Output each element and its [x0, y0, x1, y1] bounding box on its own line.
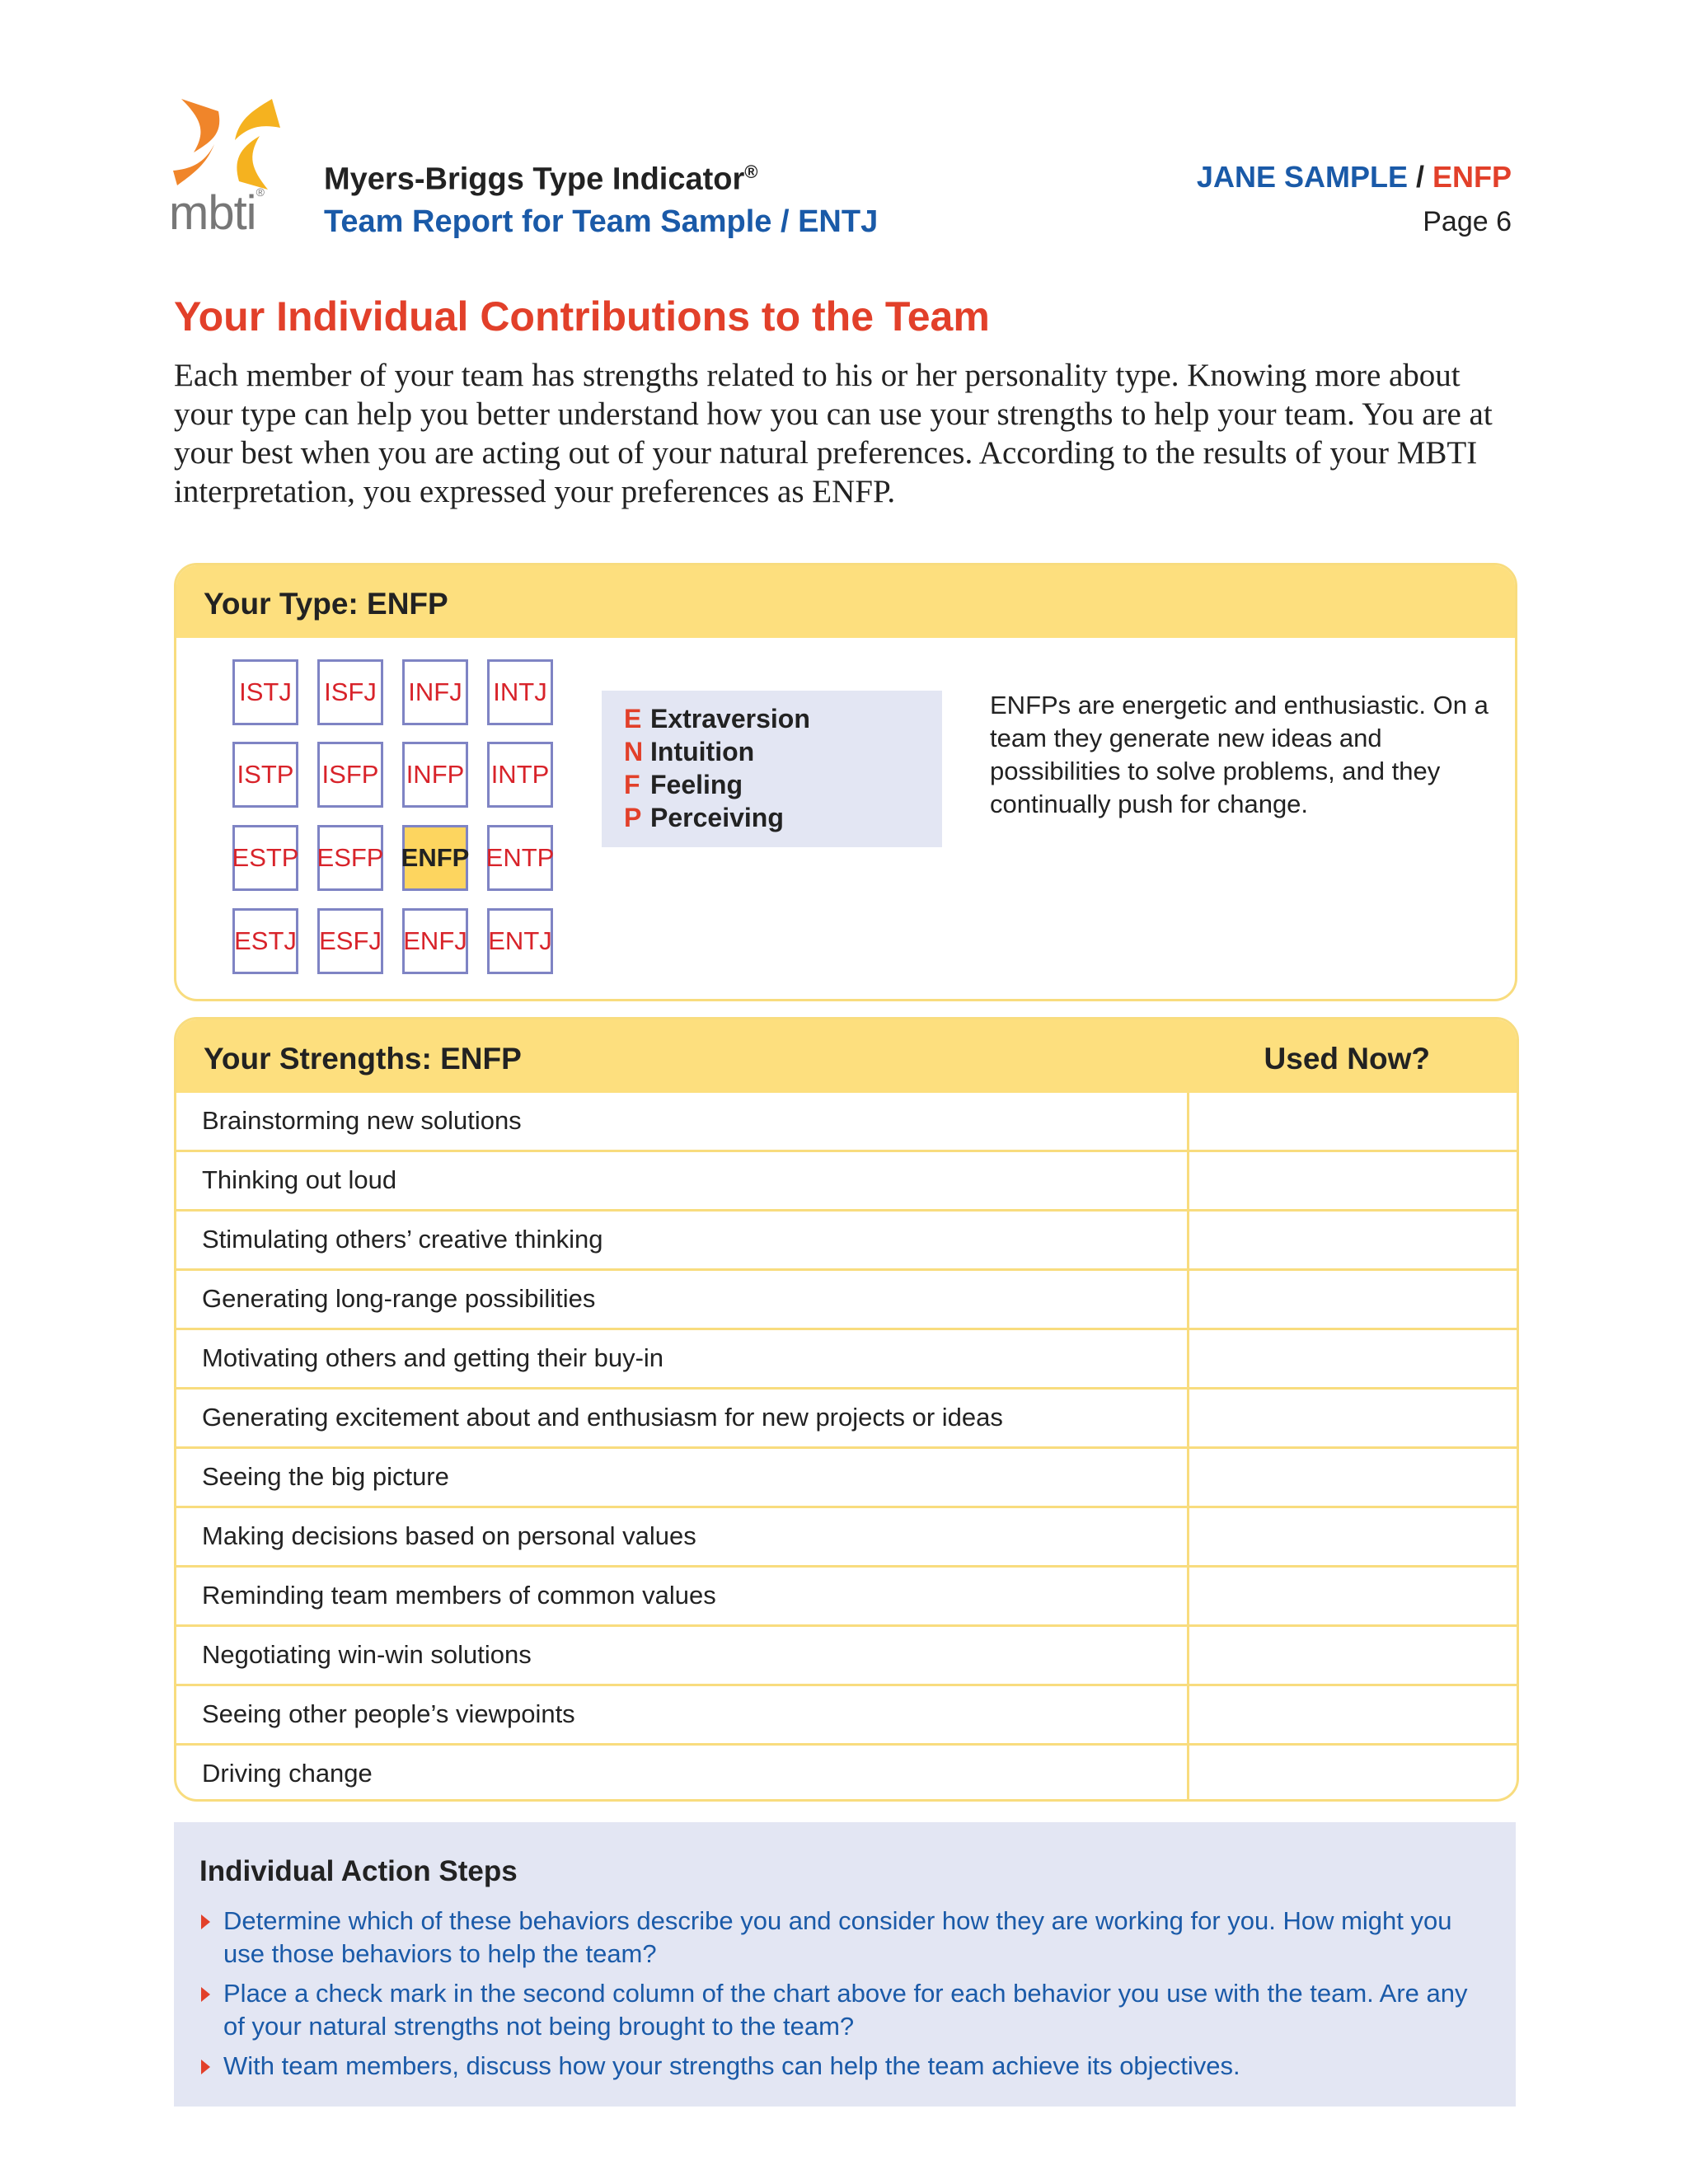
type-cell: ENFJ	[402, 908, 468, 974]
action-step: With team members, discuss how your strengths can help the team achieve its objectives.	[223, 2051, 1240, 2080]
strength-label: Negotiating win-win solutions	[202, 1640, 532, 1669]
type-cell: INFJ	[402, 659, 468, 725]
table-row	[176, 1268, 1517, 1328]
type-cell: ISTP	[232, 742, 298, 808]
bullet-arrow-icon	[201, 1915, 210, 1929]
strengths-heading: Your Strengths: ENFP	[204, 1042, 522, 1076]
table-row	[176, 1446, 1517, 1506]
type-cell: ESFP	[317, 825, 383, 891]
strength-label: Driving change	[202, 1759, 373, 1788]
page-number: Page 6	[1423, 206, 1512, 237]
strength-label: Seeing the big picture	[202, 1462, 449, 1491]
strength-label: Thinking out loud	[202, 1165, 397, 1194]
type-cell: INFP	[402, 742, 468, 808]
type-cell: ESFJ	[317, 908, 383, 974]
strength-label: Generating long-range possibilities	[202, 1284, 596, 1313]
person-heading: JANE SAMPLE / ENFP	[1196, 160, 1512, 194]
legend-item: F Feeling	[624, 770, 743, 799]
table-row	[176, 1743, 1517, 1802]
type-cell: ISFP	[317, 742, 383, 808]
type-cell: ESTP	[232, 825, 298, 891]
type-cell: ENFP	[402, 825, 468, 891]
legend-item: P Perceiving	[624, 803, 784, 832]
table-row	[176, 1328, 1517, 1387]
strength-label: Seeing other people’s viewpoints	[202, 1699, 575, 1728]
used-now-heading: Used Now?	[1264, 1042, 1430, 1076]
type-cell: ESTJ	[232, 908, 298, 974]
mbti-logo-text: mbti®	[169, 185, 264, 240]
report-subtitle: Team Report for Team Sample / ENTJ	[324, 204, 879, 239]
person-type: ENFP	[1432, 160, 1512, 194]
table-row	[176, 1209, 1517, 1268]
intro-paragraph: Each member of your team has strengths related to his or her personality type. Knowing more about your type can help you better understand how you can use your strengths to help your team. You are at your best when you are acting out of your natural preferences. According to the results of your MBTI interpretation, you expressed your preferences as ENFP.	[174, 358, 1493, 509]
legend-item: E Extraversion	[624, 704, 810, 733]
table-row	[176, 1150, 1517, 1209]
strengths-rows	[176, 1093, 1517, 1802]
type-cell: ENTJ	[487, 908, 553, 974]
type-cell: INTJ	[487, 659, 553, 725]
type-cell: ISFJ	[317, 659, 383, 725]
type-cell: ENTP	[487, 825, 553, 891]
type-panel-heading: Your Type: ENFP	[204, 587, 448, 621]
strength-label: Generating excitement about and enthusiasm for new projects or ideas	[202, 1403, 1003, 1432]
action-steps-title: Individual Action Steps	[199, 1855, 518, 1887]
table-row	[176, 1684, 1517, 1743]
strength-label: Stimulating others’ creative thinking	[202, 1225, 603, 1254]
table-row	[176, 1387, 1517, 1446]
table-row	[176, 1565, 1517, 1624]
bullet-arrow-icon	[201, 2060, 210, 2074]
type-panel	[174, 563, 1517, 1001]
table-row	[176, 1624, 1517, 1684]
bullet-arrow-icon	[201, 1987, 210, 2002]
table-row	[176, 1093, 1517, 1150]
report-title: Myers-Briggs Type Indicator®	[324, 162, 758, 197]
strength-label: Brainstorming new solutions	[202, 1106, 522, 1135]
strengths-table	[174, 1017, 1519, 1802]
table-row	[176, 1506, 1517, 1565]
person-name: JANE SAMPLE	[1196, 160, 1408, 194]
action-step: Place a check mark in the second column of the chart above for each behavior you use with the team. Are any of your natural strengths not being brought to the team?	[223, 1979, 1468, 2041]
preference-legend	[602, 691, 942, 847]
type-cell: INTP	[487, 742, 553, 808]
type-description: ENFPs are energetic and enthusiastic. On a team they generate new ideas and possibilities to solve problems, and they continually push for change.	[990, 691, 1489, 818]
section-title: Your Individual Contributions to the Team	[174, 293, 990, 340]
strengths-header	[176, 1019, 1517, 1093]
strength-label: Reminding team members of common values	[202, 1581, 716, 1610]
legend-item: N Intuition	[624, 737, 755, 766]
strength-label: Making decisions based on personal values	[202, 1521, 696, 1550]
type-cell: ISTJ	[232, 659, 298, 725]
action-steps-panel	[174, 1822, 1516, 2107]
strength-label: Motivating others and getting their buy-in	[202, 1343, 664, 1372]
action-step: Determine which of these behaviors describe you and consider how they are working for you. How might you use those behaviors to help the team?	[223, 1906, 1452, 1968]
